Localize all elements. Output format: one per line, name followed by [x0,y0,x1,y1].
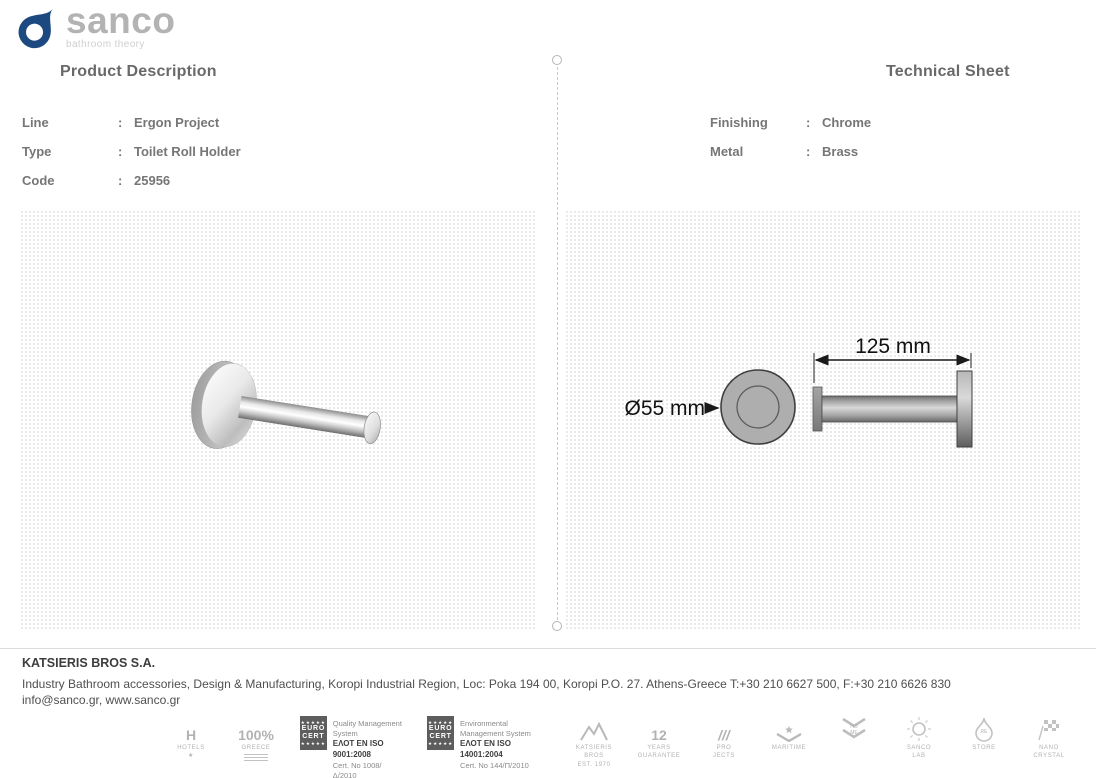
cert-system-name: Environmental Management System [460,719,531,739]
badge-stars: ★★★★★ [300,719,326,725]
strip-label: EST. 1970 [577,761,611,768]
technical-sheet-title: Technical Sheet [886,63,1010,80]
strip-label: MARITIME [771,745,807,751]
cert-number: Cert. No 1008/Δ/2010 [332,760,382,778]
spec-label: Type [22,144,52,159]
strip-label: GUARANTEE [637,753,681,760]
badge-word-cert: CERT [302,733,325,740]
brand-tagline: bathroom theory [66,39,145,50]
badge-stars: ★★★★★ [300,741,326,747]
strip-item-maritime [768,716,810,752]
strip-label: RE [980,729,988,735]
spec-colon: : [118,173,123,188]
spec-row-code [22,173,241,188]
divider-bottom-circle [552,621,562,631]
strip-label: NANO [1039,745,1059,751]
strip-label: HO [850,724,858,730]
badge-stars: ★★★★★ [428,719,454,725]
product-specs [22,115,241,202]
footer-divider [0,648,1096,649]
seagull-star-icon [774,716,804,742]
eurocert-badge-icon [427,716,454,750]
spec-row-metal [710,144,871,159]
spec-value: Ergon Project [134,115,220,130]
spec-value: 25956 [134,173,171,188]
diagonal-stripes-icon: /// [718,727,730,743]
strip-item-home [833,716,875,744]
eurocert-badge-icon [300,716,327,750]
certification-strip [170,716,1070,778]
strip-item-re-store [963,716,1005,752]
greece-100-icon: 100% [238,727,274,743]
strip-label: CRYSTAL [1033,753,1065,760]
spec-value: Toilet Roll Holder [134,144,241,159]
spec-value: Brass [822,144,859,159]
brand-name: sanco [66,0,176,41]
strip-label: GREECE [241,745,271,751]
length-dimension [814,335,971,383]
technical-drawing [565,210,1080,630]
cert-standard: ΕΛΟΤ EN ISO 9001:2008 [332,739,384,760]
spec-row-type [22,144,241,159]
badge-word-euro: EURO [428,724,453,732]
hotel-building-icon: H [185,727,197,743]
strip-item-hotels [170,716,212,761]
iso-14001-certification [427,716,550,771]
strip-label: LAB [912,753,926,760]
divider-top-circle [552,55,562,65]
checkered-flag-icon [1037,716,1061,742]
badge-word-euro: EURO [301,724,326,732]
cert-standard: ΕΛΟΤ EN ISO 14001:2004 [460,739,511,760]
12-years-icon: 12 [651,727,667,743]
length-dimension-label: 125 mm [855,335,931,358]
decorative-line [244,760,268,761]
technical-drawing-panel [565,210,1080,630]
spec-label: Line [22,115,49,130]
cert-system-name: Quality Management System [332,719,402,739]
badge-stars: ★★★★★ [428,741,454,747]
footer-contacts: info@sanco.gr, www.sanco.gr [22,693,181,707]
strip-label: PRO [716,745,732,751]
footer-address: Industry Bathroom accessories, Design & Manufacturing, Koropi Industrial Region, Loc: Poka 194 00, Koropi P.O. 27. Athens-Greece T:+30 210 6627 500, F:+30 210 6626 830 [22,677,951,691]
spec-value: Chrome [822,115,872,130]
badge-word-cert: CERT [429,733,452,740]
strip-label: KATSIERIS [575,745,613,751]
spec-colon: : [806,144,811,159]
lightbulb-icon [906,716,932,742]
spec-colon: : [118,144,123,159]
technical-specs [710,115,871,173]
product-photo-panel [20,210,535,630]
spec-row-finishing [710,115,871,130]
water-drop-icon [14,2,60,52]
side-view [813,371,972,447]
strip-item-100-greece [235,716,277,761]
iso-9001-certification [300,716,404,778]
decorative-line [244,754,268,755]
footer-company-name: KATSIERIS BROS S.A. [22,656,156,670]
front-view [721,370,795,444]
strip-item-katsieris-bros [573,716,615,769]
brand-logo [14,2,175,52]
strip-item-nano-crystal [1028,716,1070,761]
double-chevron-icon [839,716,869,742]
strip-label: YEARS [647,745,671,751]
diameter-dimension-label: Ø55 mm [624,397,705,420]
strip-item-sanco-lab [898,716,940,761]
product-photo-toilet-roll-holder [188,350,418,470]
spec-colon: : [118,115,123,130]
mountains-icon [579,716,609,742]
decorative-line [244,757,268,758]
strip-label: BROS [584,753,604,760]
strip-label: JECTS [712,753,735,760]
strip-item-12-years-guarantee [638,716,680,761]
droplet-icon [973,716,995,742]
spec-label: Metal [710,144,744,159]
cert-number: Cert. No 144/Π/2010 [460,760,529,770]
product-description-title: Product Description [60,63,217,80]
star-icon: ★ [188,753,194,760]
spec-row-line [22,115,241,130]
spec-colon: : [806,115,811,130]
section-divider [557,67,558,620]
spec-label: Finishing [710,115,768,130]
strip-label: STORE [972,745,996,751]
strip-label: SANCO [906,745,932,751]
strip-item-projects [703,716,745,761]
spec-label: Code [22,173,55,188]
strip-label: ME [850,730,858,736]
strip-label: HOTELS [177,745,205,751]
